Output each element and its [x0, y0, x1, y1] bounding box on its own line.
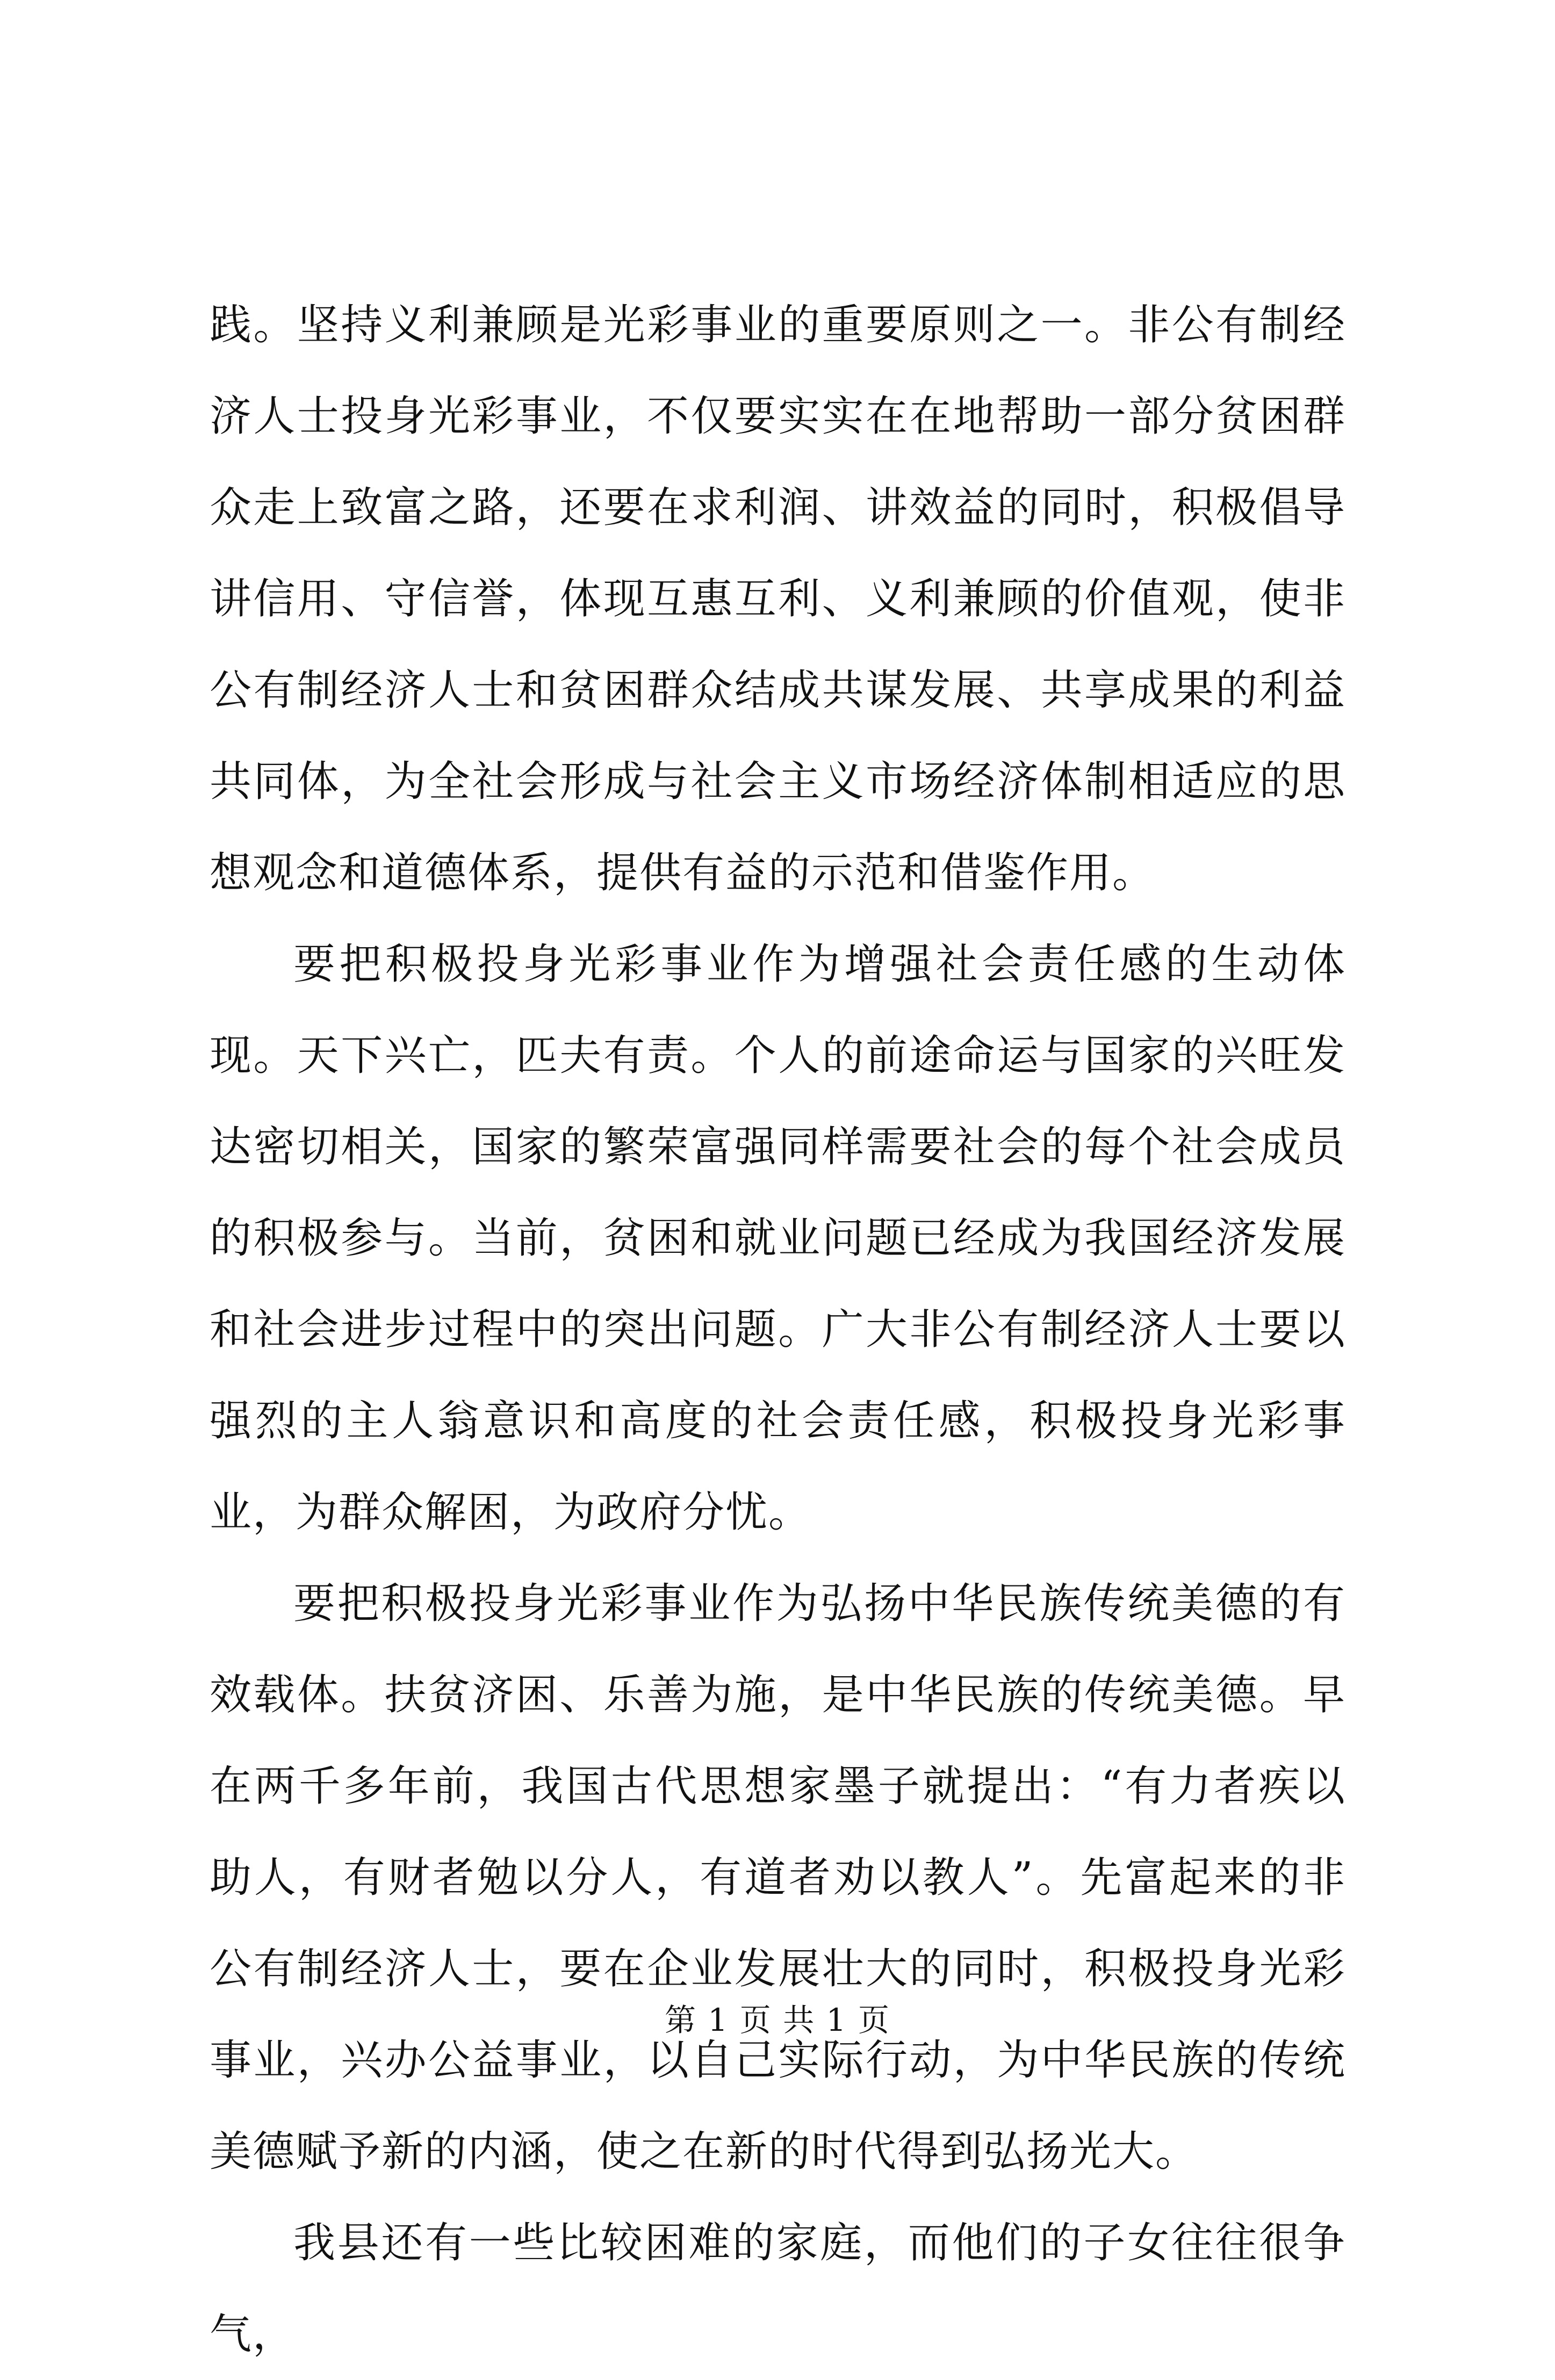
document-body — [210, 279, 1346, 2380]
paragraph-traditional-virtue: 要把积极投身光彩事业作为弘扬中华民族传统美德的有效载体。扶贫济困、乐善为施，是中华民族的传统美德。早在两千多年前，我国古代思想家墨子就提出：“有力者疾以助人，有财者勉以分人，有道者劝以教人”。先富起来的非公有制经济人士，要在企业发展壮大的同时，积极投身光彩事业，兴办公益事业，以自己实际行动，为中华民族的传统美德赋予新的内涵，使之在新的时代得到弘扬光大。 — [210, 1580, 1346, 2176]
paragraph-continued: 践。坚持义利兼顾是光彩事业的重要原则之一。非公有制经济人士投身光彩事业，不仅要实实在在地帮助一部分贫困群众走上致富之路，还要在求利润、讲效益的同时，积极倡导讲信用、守信誉，体现互惠互利、义利兼顾的价值观，使非公有制经济人士和贫困群众结成共谋发展、共享成果的利益共同体，为全社会形成与社会主义市场经济体制相适应的思想观念和道德体系，提供有益的示范和借鉴作用。 — [210, 301, 1346, 897]
paragraph-county-families: 我县还有一些比较困难的家庭，而他们的子女往往很争气， — [210, 2219, 1346, 2359]
paragraph-social-responsibility: 要把积极投身光彩事业作为增强社会责任感的生动体现。天下兴亡，匹夫有责。个人的前途命运与国家的兴旺发达密切相关，国家的繁荣富强同样需要社会的每个社会成员的积极参与。当前，贫困和就业问题已经成为我国经济发展和社会进步过程中的突出问题。广大非公有制经济人士要以强烈的主人翁意识和高度的社会责任感，积极投身光彩事业，为群众解困，为政府分忧。 — [210, 940, 1346, 1537]
page-footer: 第 1 页 共 1 页 — [665, 2002, 890, 2038]
